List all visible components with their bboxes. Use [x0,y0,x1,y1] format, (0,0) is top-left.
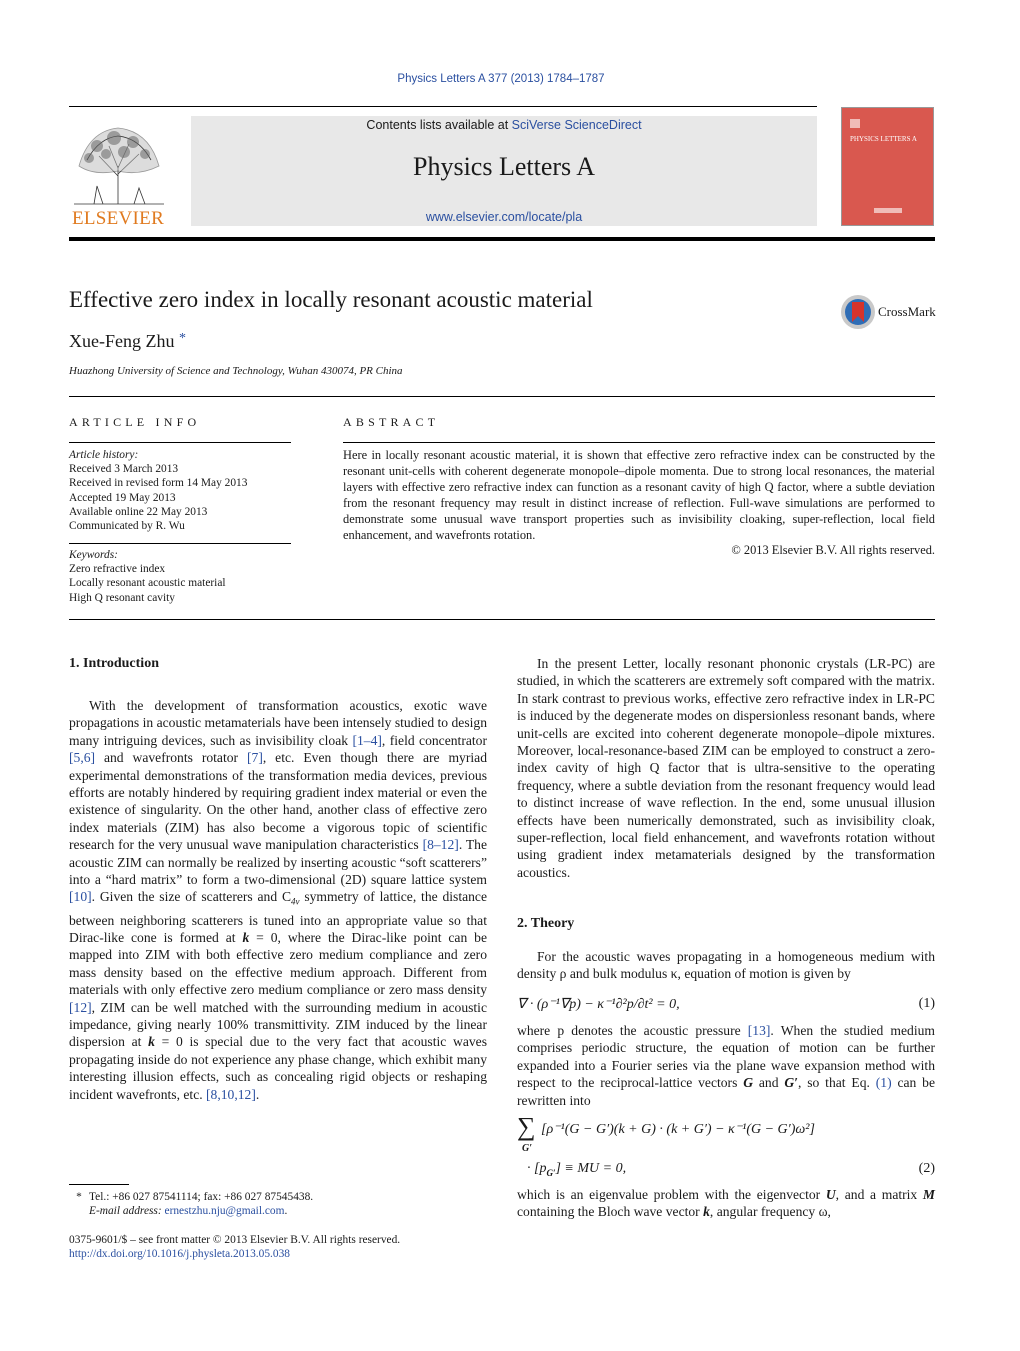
ref-8-10-12[interactable]: [8,10,12] [206,1086,256,1102]
footnote-email: E-mail address: ernestzhu.nju@gmail.com. [89,1205,288,1218]
article-info-heading: ARTICLE INFO [69,415,201,429]
history-label: Article history: [69,449,139,461]
history-communicated: Communicated by R. Wu [69,520,185,533]
sum-symbol: ∑ [517,1112,536,1141]
crossmark-icon [840,294,876,330]
crossmark-badge[interactable] [840,294,936,330]
author-email-link[interactable]: ernestzhu.nju@gmail.com [164,1205,285,1218]
contents-box [191,116,817,226]
title-rule [69,396,935,397]
theory-paragraph-2 [517,1022,935,1109]
elsevier-logo [69,116,167,229]
equation-2 [517,1112,935,1182]
footer [69,1233,509,1261]
issn-line: 0375-9601/$ – see front matter © 2013 Elsevier B.V. All rights reserved. [69,1234,401,1246]
doi-link[interactable]: http://dx.doi.org/10.1016/j.physleta.2013.05.038 [69,1248,290,1261]
ref-12[interactable]: [12] [69,999,92,1015]
cover-title: PHYSICS LETTERS A [850,135,917,143]
history-online: Available online 22 May 2013 [69,505,208,518]
author-name[interactable]: Xue-Feng Zhu [69,331,175,351]
right-paragraph-1: In the present Letter, locally resonant phononic crystals (LR-PC) are studied, in which the scatterers are extremely soft compared with the matrix. In stark contrast to previous works, effective zero refractive index in LR-PC is induced by the degenerate modes on dispersionless resonant bands, where unit-cells are excited into coherent degenerate monopole–dipole mixtures. Moreover, local-resonance-based ZIM can be employed to construct a zero-index cavity of high Q factor that is ultra-sensitive to the operating frequency, where a subtle deviation from the resonant frequency would lead to distinct increase of wave reflection. In the end, some unusual illusion effects have been numerically demonstrated, such as invisibility cloak, super-reflection, local field enhancement, and wavefronts rotation without using gradient index metamaterials designed by the transformation acoustics. [517,656,935,880]
theory-paragraph-3-text: which is an eigenvalue problem with the eigenvector U, and a matrix M containing the Bloch wave vector k, angular frequency ω, [517,1187,935,1220]
theory-paragraph-3 [517,1186,935,1221]
footnote-rule [69,1184,129,1185]
journal-citation[interactable]: Physics Letters A 377 (2013) 1784–1787 [397,73,605,85]
ref-5-6[interactable]: [5,6] [69,750,96,766]
elsevier-tree-icon [69,116,167,208]
affiliation: Huazhong University of Science and Technology, Wuhan 430074, PR China [69,365,403,377]
theory-intro [517,948,935,983]
ref-eq-1[interactable]: (1) [875,1075,892,1091]
abstract-rule [343,442,935,443]
journal-url[interactable]: www.elsevier.com/locate/pla [425,210,583,224]
ref-13[interactable]: [13] [747,1023,771,1038]
sciencedirect-link[interactable]: SciVerse ScienceDirect [511,118,642,132]
history-revised: Received in revised form 14 May 2013 [69,477,248,490]
ref-7[interactable]: [7] [247,750,263,766]
equation-2-number: (2) [918,1161,935,1176]
keyword-1: Zero refractive index [69,563,166,576]
sum-subscript: G′ [522,1143,533,1154]
equation-2-line-1: [ρ⁻¹(G − G′)(k + G) · (k + G′) − κ⁻¹(G − G′)ω²] [541,1122,815,1137]
equation-1-number: (1) [918,996,935,1011]
introduction-heading: 1. Introduction [69,656,159,671]
keywords [69,548,299,605]
info-rule-1 [69,442,291,443]
right-intro-text [517,655,935,881]
journal-cover[interactable] [841,107,934,226]
history-received: Received 3 March 2013 [69,463,179,476]
contents-line [191,118,817,132]
abstract-bottom-rule [69,619,935,620]
contents-prefix: Contents lists available at [366,118,512,132]
abstract-text: Here in locally resonant acoustic material, it is shown that effective zero refractive index can be constructed by the resonant unit-cells with coherent degenerate monopole–dipole momenta. Due to strong local resonances, the material layers with effective zero refractive index can function as a resonant cavity of high Q factor, where a subtle deviation from the resonant frequency may result in distinct increase of reflection. Full-wave simulations are performed to demonstrate some unusual wave transport properties such as invisibility cloaking, super-reflection, local field enhancement, and wavefronts rotation. [343,448,935,542]
theory-paragraph-1: For the acoustic waves propagating in a homogeneous medium with density ρ and bulk modulus κ, equation of motion is given by [517,949,935,982]
author-line [69,331,186,352]
footnote-tel: * Tel.: +86 027 87541114; fax: +86 027 87545438. [76,1191,314,1203]
intro-paragraph: With the development of transformation acoustics, exotic wave propagations in acoustic metamaterials have been intensely studied to design many intriguing devices, such as invisibility cloak [1–4], field concentrator [5,6] and wavefronts rotator [7], etc. Even though there are myriad experimental demonstrations of the transformation media devices, previous efforts are notably hindered by requiring gradient index material or even the existence of singularity. On the other hand, another class of effective zero index materials (ZIM) has also become a vigorous topic of scientific research for the very unusual wave manipulation characteristics [8–12]. The acoustic ZIM can normally be realized by inserting acoustic “soft scatterers” into a “hard matrix” to form a two-dimensional (2D) square lattice system [10]. Given the size of scatterers and $C_{4v}$ symmetry of lattice, the distance between neighboring scatterers is tuned into an appropriate value so that Dirac-like cone is formed at k = 0, where the Dirac-like point can be mapped into ZIM with both effective zero medium compliance and zero mass density based on the effective medium approach. Different from materials with only effective zero medium compliance or zero mass density [12], ZIM can be well matched with the surrounding medium in acoustic impedance, giving nearly 100% transmittivity. ZIM induced by the linear dispersion at k = 0 is special due to the very fact that acoustic waves propagating inside do not experience any phase change, which exhibit many interesting illusion effects, such as concealing rigid objects or reshaping incident wavefronts, etc. [8,10,12]. [69,698,488,1102]
article-history [69,448,299,533]
keyword-3: High Q resonant cavity [69,591,175,604]
equation-1 [517,996,935,1013]
info-rule-2 [69,543,291,544]
equation-2-line-2: · $[p_{G'}]$ ≡ MU = 0, [527,1161,627,1178]
header-top-rule [69,106,817,107]
article-title: Effective zero index in locally resonant acoustic material [69,287,593,312]
keywords-label: Keywords: [69,549,118,561]
ref-10[interactable]: [10] [69,889,92,905]
header-bottom-rule [69,237,935,241]
abstract-heading: ABSTRACT [343,415,440,429]
crossmark-label: CrossMark [878,304,936,319]
theory-heading: 2. Theory [517,916,575,931]
cover-bar [850,119,860,128]
theory-paragraph-2-text: where p denotes the acoustic pressure [13]. When the studied medium comprises periodic structure, the equation of motion can be further expanded into a Fourier series via the plane wave expansion method with respect to the reciprocal-lattice vectors G and G′, so that Eq. (1) can be rewritten into [517,1023,935,1108]
introduction-text [69,697,487,1103]
ref-8-12[interactable]: [8–12] [422,837,459,853]
cover-bottom-bar [874,208,902,213]
footnote [69,1190,489,1218]
abstract-copyright: © 2013 Elsevier B.V. All rights reserved. [731,543,935,557]
journal-name: Physics Letters A [413,152,595,181]
author-footnote-mark[interactable]: * [178,331,186,346]
equation-1-body: ∇ · (ρ⁻¹∇p) − κ⁻¹∂²p/∂t² = 0, [517,997,680,1012]
history-accepted: Accepted 19 May 2013 [69,491,176,504]
keyword-2: Locally resonant acoustic material [69,577,226,590]
elsevier-wordmark: ELSEVIER [71,208,165,229]
ref-1-4[interactable]: [1–4] [352,732,382,748]
